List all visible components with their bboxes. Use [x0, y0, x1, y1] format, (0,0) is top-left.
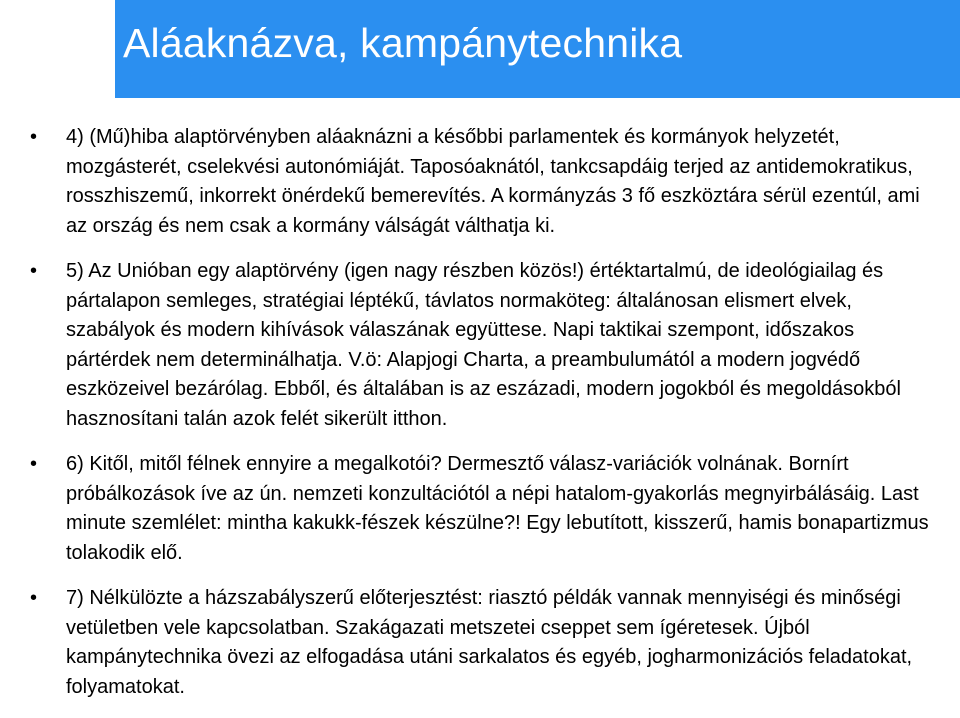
bullet-dot-icon: • — [30, 126, 38, 148]
bullet-text: 4) (Mű)hiba alaptörvényben aláaknázni a későbbi parlamentek és kormányok helyzetét, mozgásterét, cselekvési autonómiáját. Taposóaknától, tankcsapdáig terjed az antidemokratikus, rosszhiszemű, inkorrekt önérdekű bemerevítés. A kormányzás 3 fő eszköztára sérül ezentúl, ami az ország és nem csak a kormány válságát válthatja ki. — [66, 126, 920, 237]
bullet-dot-icon: • — [30, 453, 38, 475]
bullet-dot-icon: • — [30, 587, 38, 609]
bullet-text: 6) Kitől, mitől félnek ennyire a megalkotói? Dermesztő válasz-variációk volnának. Bornírt próbálkozások íve az ún. nemzeti konzultációtól a népi hatalom-gyakorlás megnyirbálásáig. Last minute szemlélet: mintha kakukk-fészek készülne?! Egy lebutított, kisszerű, hamis bonapartizmus tolakodik elő. — [66, 453, 929, 564]
bullet-item-6 — [28, 450, 938, 568]
bullet-text: 7) Nélkülözte a házszabályszerű előterjesztést: riasztó példák vannak mennyiségi és minőségi vetületben vele kapcsolatban. Szakágazati metszetei cseppet sem ígéretesek. Újból kampánytechnika övezi az elfogadása utáni sarkalatos és egyéb, jogharmonizációs feladatokat, folyamatokat. — [66, 587, 913, 698]
bullet-item-4 — [28, 123, 938, 241]
bullet-item-7 — [28, 584, 938, 702]
bullet-text: 5) Az Unióban egy alaptörvény (igen nagy részben közös!) értéktartalmú, de ideológiailag és pártalapon semleges, stratégiai léptékű, távlatos normaköteg: általánosan elismert elvek, szabályok és modern kihívások válaszának együttese. Napi taktikai szempont, időszakos pártérdek nem determinálhatja. V.ö: Alapjogi Charta, a preambulumától a modern jogvédő eszközeivel bezárólag. Ebből, és általában is az eszázadi, modern jogokból és megoldásokból hasznosítani talán azok felét sikerült itthon. — [66, 260, 901, 430]
title-bar — [115, 0, 960, 98]
slide-title: Aláaknázva, kampánytechnika — [123, 20, 683, 66]
bullet-list — [28, 123, 938, 718]
bullet-item-5 — [28, 257, 938, 434]
bullet-dot-icon: • — [30, 260, 38, 282]
